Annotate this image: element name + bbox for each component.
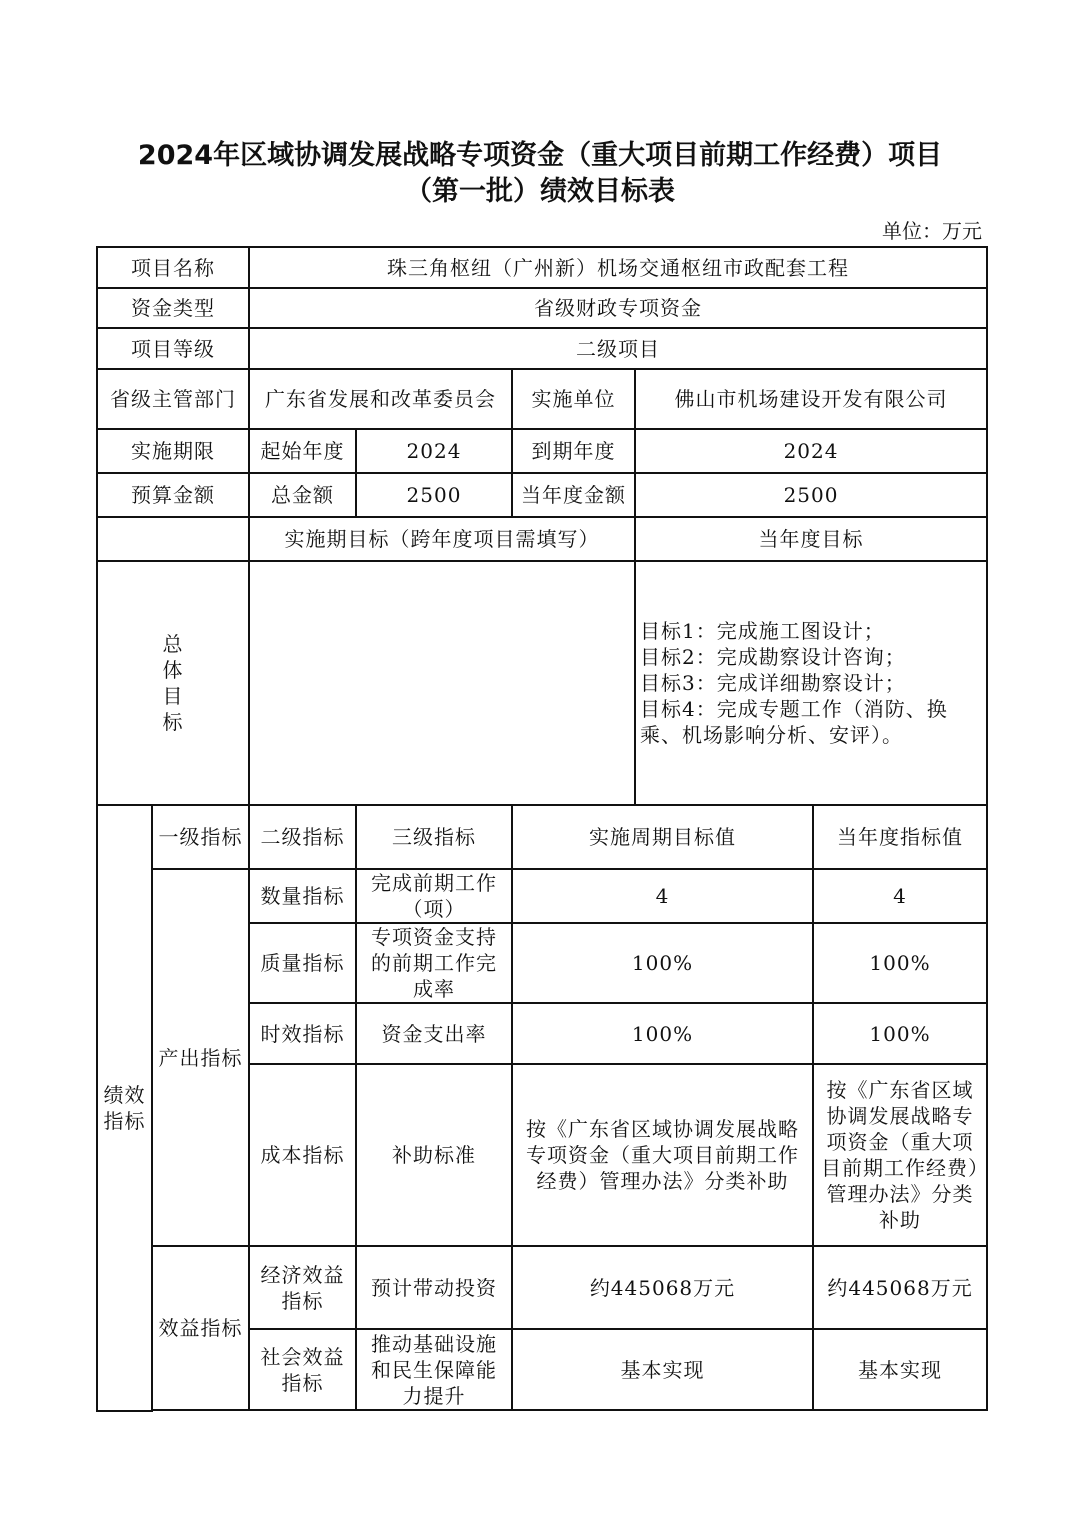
fund-type-value: 省级财政专项资金 [249,288,987,328]
current-year-goal-3: 目标3：完成详细勘察设计； [640,671,906,695]
title-line-1: 2024年区域协调发展战略专项资金（重大项目前期工作经费）项目 [137,140,943,171]
period-label: 实施期限 [97,429,249,473]
benefit-row-level3: 预计带动投资 [356,1246,512,1329]
end-year-value: 2024 [635,429,987,473]
title-line-2: （第一批）绩效目标表 [405,176,675,207]
impl-unit-value: 佛山市机场建设开发有限公司 [635,369,987,429]
output-row-level2: 数量指标 [249,869,356,923]
output-row-period: 100% [512,1003,813,1064]
indicator-section-label-text: 绩效指标 [103,1083,146,1133]
overall-goal-label [97,561,249,805]
dept-label: 省级主管部门 [97,369,249,429]
output-row-level2: 成本指标 [249,1064,356,1246]
project-level-label: 项目等级 [97,328,249,369]
output-row-level2: 质量指标 [249,923,356,1003]
output-row-year: 4 [813,869,987,923]
indicator-section-label [97,805,152,1411]
output-row-period: 按《广东省区域协调发展战略专项资金（重大项目前期工作经费）管理办法》分类补助 [512,1064,813,1246]
project-name-value: 珠三角枢纽（广州新）机场交通枢纽市政配套工程 [249,247,987,288]
fund-type-label: 资金类型 [97,288,249,328]
header-level1: 一级指标 [152,805,249,869]
benefit-row-level3: 推动基础设施和民生保障能力提升 [356,1329,512,1410]
total-amount-label: 总金额 [249,473,356,517]
performance-target-table [96,246,988,1412]
benefit-row-period: 基本实现 [512,1329,813,1410]
unit-label: 单位：万元 [882,219,982,243]
project-level-value: 二级项目 [249,328,987,369]
output-row-year: 100% [813,923,987,1003]
output-row-year: 按《广东省区域协调发展战略专项资金（重大项目前期工作经费）管理办法》分类补助 [813,1064,987,1246]
benefit-row-level2: 社会效益指标 [249,1329,356,1410]
benefit-row-level2: 经济效益指标 [249,1246,356,1329]
output-row-level2: 时效指标 [249,1003,356,1064]
current-year-amount-value: 2500 [635,473,987,517]
output-row-level3: 补助标准 [356,1064,512,1246]
current-year-goal-header: 当年度目标 [635,517,987,561]
start-year-label: 起始年度 [249,429,356,473]
header-level3: 三级指标 [356,805,512,869]
overall-goal-label-text: 总体目标 [162,632,184,734]
start-year-value: 2024 [356,429,512,473]
header-period-target: 实施周期目标值 [512,805,813,869]
dept-value: 广东省发展和改革委员会 [249,369,512,429]
benefit-row-year: 基本实现 [813,1329,987,1410]
total-amount-value: 2500 [356,473,512,517]
impl-period-goal-value [249,561,635,805]
impl-unit-label: 实施单位 [512,369,635,429]
end-year-label: 到期年度 [512,429,635,473]
current-year-goal-4: 目标4：完成专题工作（消防、换乘、机场影响分析、安评）。 [640,697,948,747]
output-row-year: 100% [813,1003,987,1064]
budget-label: 预算金额 [97,473,249,517]
benefit-row-period: 约445068万元 [512,1246,813,1329]
current-year-amount-label: 当年度金额 [512,473,635,517]
output-row-level3: 专项资金支持的前期工作完成率 [356,923,512,1003]
impl-period-goal-header: 实施期目标（跨年度项目需填写） [249,517,635,561]
output-row-period: 4 [512,869,813,923]
output-row-period: 100% [512,923,813,1003]
current-year-goal-1: 目标1：完成施工图设计； [640,619,885,643]
goal-header-blank [97,517,249,561]
current-year-goal-2: 目标2：完成勘察设计咨询； [640,645,906,669]
header-level2: 二级指标 [249,805,356,869]
project-name-label: 项目名称 [97,247,249,288]
benefit-row-year: 约445068万元 [813,1246,987,1329]
output-row-level3: 资金支出率 [356,1003,512,1064]
header-year-target: 当年度指标值 [813,805,987,869]
output-indicator-label: 产出指标 [152,869,249,1246]
current-year-goal-list [635,561,987,805]
benefit-indicator-label: 效益指标 [152,1246,249,1410]
output-row-level3: 完成前期工作（项） [356,869,512,923]
document-title [0,138,1080,210]
